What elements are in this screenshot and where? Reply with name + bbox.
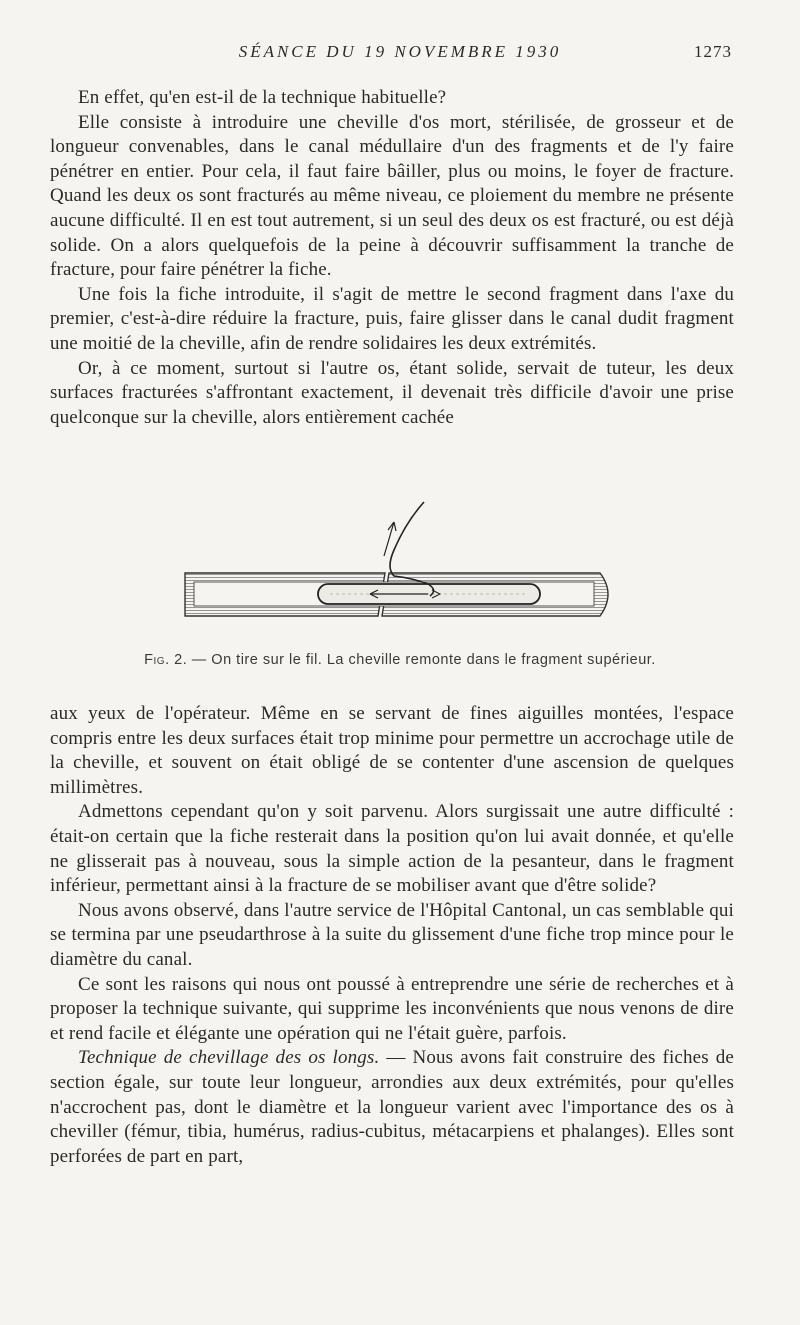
section-heading: Technique de chevillage des os longs. <box>78 1047 380 1069</box>
paragraph: En effet, qu'en est-il de la technique habituelle? <box>78 87 447 108</box>
figure-caption <box>0 652 800 668</box>
paragraph: Or, à ce moment, surtout si l'autre os, étant solide, servait de tuteur, les deux surfaces fracturées s'affrontant exactement, il devenait très difficile d'avoir une prise quelconque sur la cheville, alors entièrement cachée <box>50 357 734 428</box>
figure-caption-text: — On tire sur le fil. La cheville remonte dans le fragment supérieur. <box>191 652 656 668</box>
running-title: SÉANCE DU 19 NOVEMBRE 1930 <box>238 42 562 61</box>
paragraph <box>50 1046 734 1169</box>
page-number: 1273 <box>694 42 732 61</box>
body-text-top <box>50 86 734 430</box>
paragraph-text: — Nous avons fait construire des fiches de section égale, sur toute leur longueur, arrondies aux deux extrémités, pour qu'elles n'accrochent pas, dont le diamètre et la longueur varient avec l'importance des os à cheviller (fémur, tibia, humérus, radius-cubitus, métacarpiens et phalanges). Elles sont perforées de part en part, <box>50 1047 734 1167</box>
paragraph: aux yeux de l'opérateur. Même en se servant de fines aiguilles montées, l'espace compris entre les deux surfaces était trop minime pour permettre un accrochage utile de la cheville, et souvent on était obligé de se contenter d'une ascension de quelques millimètres. <box>50 703 734 798</box>
bone-peg-illustration <box>180 498 620 648</box>
paragraph: Ce sont les raisons qui nous ont poussé à entreprendre une série de recherches et à proposer la technique suivante, qui supprime les inconvénients que nous venons de dire et rend facile et élégante une opération qui ne l'était guère, parfois. <box>50 973 734 1044</box>
paragraph: Admettons cependant qu'on y soit parvenu. Alors surgissait une autre difficulté : était-on certain que la fiche resterait dans la position qu'on lui avait donnée, et qu'elle ne glisserait pas à nouveau, sous la simple action de la pesanteur, dans le fragment inférieur, permettant ainsi à la fracture de se mobiliser avant que d'être solide? <box>50 801 734 897</box>
figure-label: Fig. 2. <box>144 652 188 668</box>
paragraph: Une fois la fiche introduite, il s'agit de mettre le second fragment dans l'axe du premier, c'est-à-dire réduire la fracture, puis, faire glisser dans le canal dudit fragment une moitié de la cheville, afin de rendre solidaires les deux extrémités. <box>50 283 734 354</box>
body-text-bottom <box>50 702 734 1169</box>
running-header <box>0 42 800 66</box>
paragraph: Nous avons observé, dans l'autre service de l'Hôpital Cantonal, un cas semblable qui se termina par une pseudarthrose à la suite du glissement d'une fiche trop mince pour le diamètre du canal. <box>50 899 734 970</box>
figure-bone-peg-diagram <box>180 498 620 648</box>
paragraph: Elle consiste à introduire une cheville d'os mort, stérilisée, de grosseur et de longueur convenables, dans le canal médullaire d'un des fragments et de l'y faire pénétrer en entier. Pour cela, il faut faire bâiller, plus ou moins, le foyer de fracture. Quand les deux os sont fracturés au même niveau, ce ploiement du membre ne présente aucune difficulté. Il en est tout autrement, si un seul des deux os est fracturé, ou est déjà solide. On a alors quelquefois de la peine à découvrir suffisamment la tranche de fracture, pour faire pénétrer la fiche. <box>50 111 734 281</box>
